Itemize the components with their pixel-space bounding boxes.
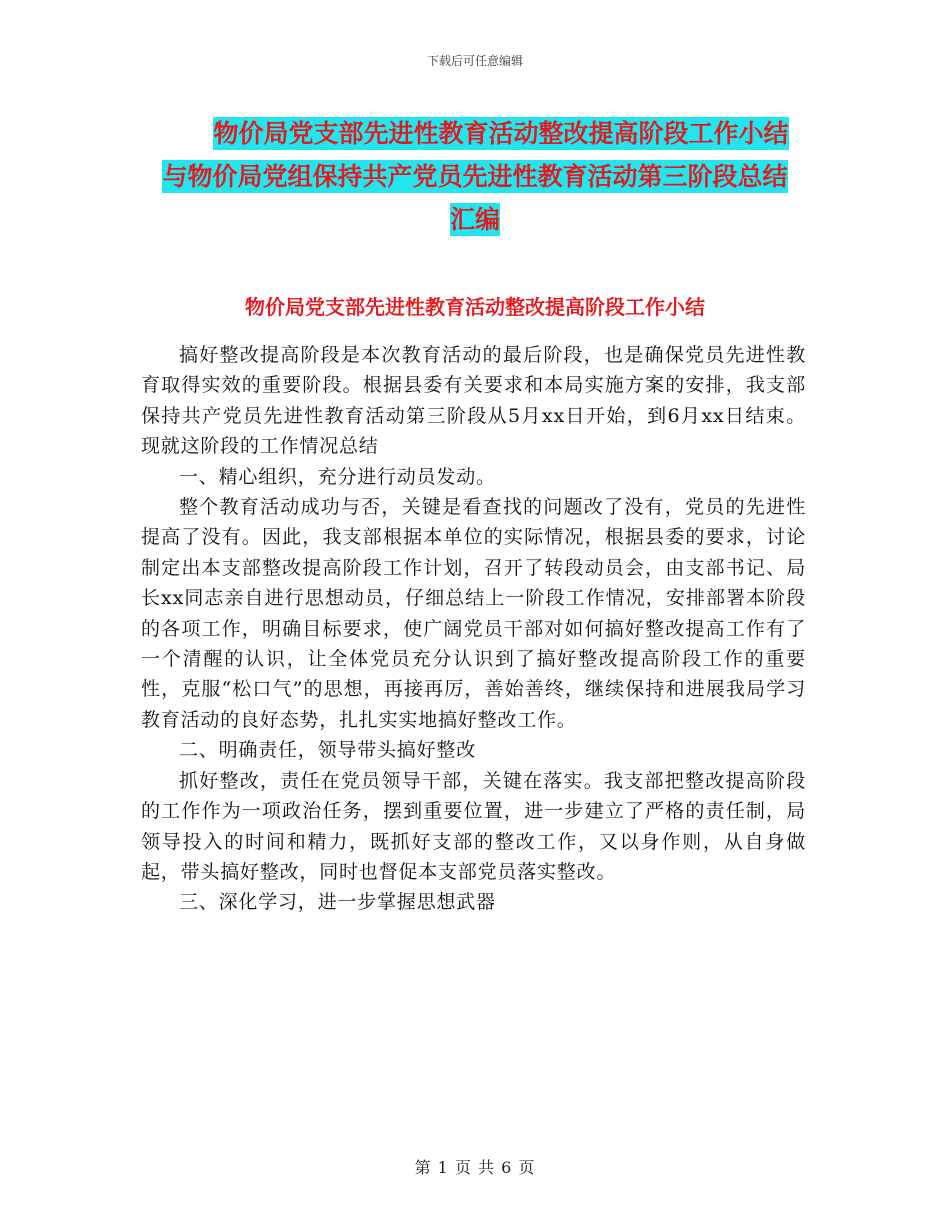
header-note: 下载后可任意编辑 <box>426 54 523 68</box>
body-text <box>141 340 806 918</box>
section-title: 物价局党支部先进性教育活动整改提高阶段工作小结 <box>245 295 705 319</box>
main-title-line-1: 物价局党支部先进性教育活动整改提高阶段工作小结 <box>213 119 789 148</box>
paragraph-intro: 搞好整改提高阶段是本次教育活动的最后阶段，也是确保党员先进性教育取得实效的重要阶段。根据县委有关要求和本局实施方案的安排，我支部保持共产党员先进性教育活动第三阶段从5月xx日开始，到6月xx日结束。现就这阶段的工作情况总结 <box>141 344 806 458</box>
heading-1: 一、精心组织，充分进行动员发动。 <box>179 465 496 488</box>
page-footer: 第 1 页 共 6 页 <box>414 1158 536 1177</box>
main-title-line-2: 与物价局党组保持共产党员先进性教育活动第三阶段总结 <box>162 162 788 191</box>
heading-3: 三、深化学习，进一步掌握思想武器 <box>179 891 496 914</box>
main-title-line-3: 汇编 <box>449 205 500 234</box>
paragraph-2: 抓好整改，责任在党员领导干部，关键在落实。我支部把整改提高阶段的工作作为一项政治任务，摆到重要位置，进一步建立了严格的责任制，局领导投入的时间和精力，既抓好支部的整改工作，又以身作则，从自身做起，带头搞好整改，同时也督促本支部党员落实整改。 <box>141 769 806 883</box>
paragraph-1: 整个教育活动成功与否，关键是看查找的问题改了没有，党员的先进性提高了没有。因此，我支部根据本单位的实际情况，根据县委的要求，讨论制定出本支部整改提高阶段工作计划，召开了转段动员会，由支部书记、局长xx同志亲自进行思想动员，仔细总结上一阶段工作情况，安排部署本阶段的各项工作，明确目标要求，使广阔党员干部对如何搞好整改提高工作有了一个清醒的认识，让全体党员充分认识到了搞好整改提高阶段工作的重要性，克服“松口气”的思想，再接再厉，善始善终，继续保持和进展我局学习教育活动的良好态势，扎扎实实地搞好整改工作。 <box>141 496 806 731</box>
main-title <box>140 112 810 241</box>
heading-2: 二、明确责任，领导带头搞好整改 <box>179 739 477 762</box>
